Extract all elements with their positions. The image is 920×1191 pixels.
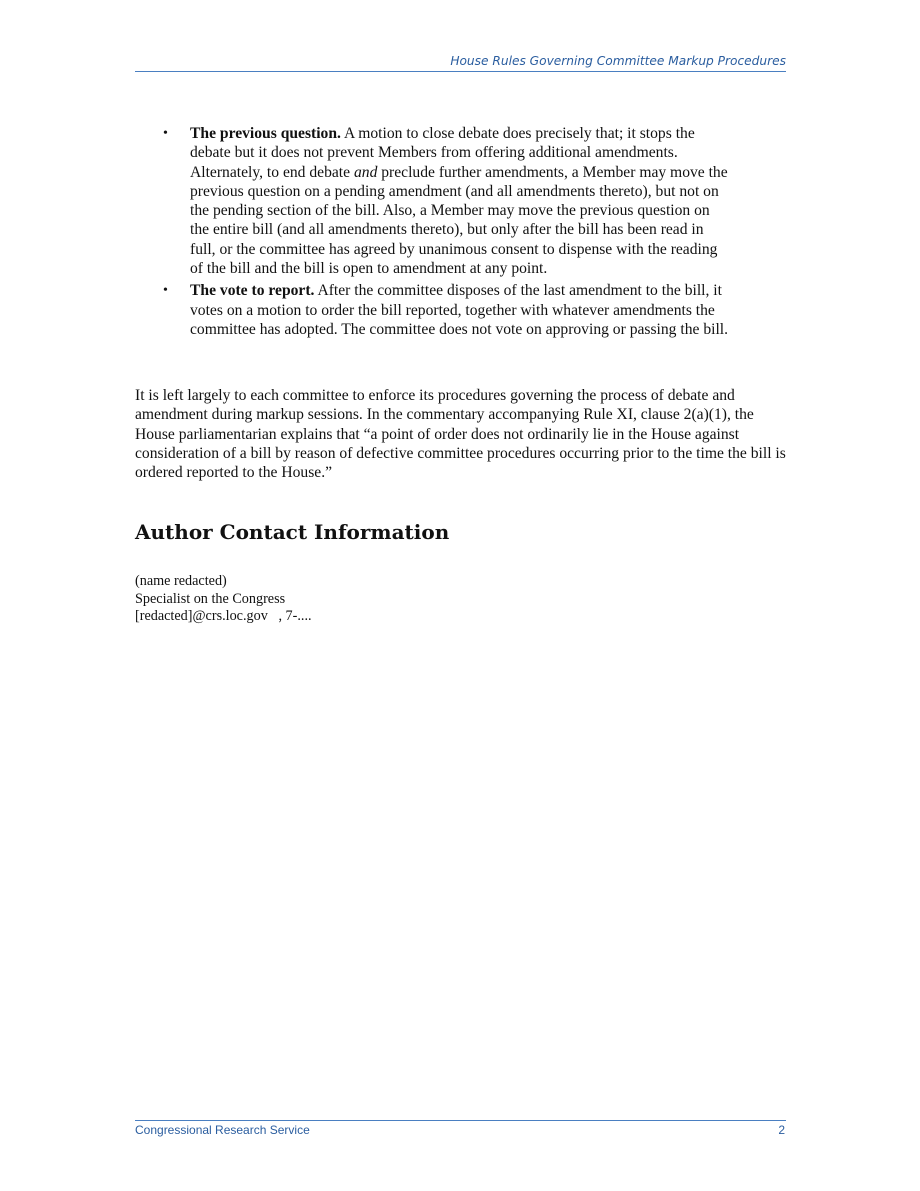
bullet-text (190, 281, 730, 339)
bullet-lead: The vote to report. (190, 282, 315, 300)
page-number: 2 (778, 1123, 785, 1137)
bullet-body-part: preclude further amendments, a Member may move the previous question on a pending amendment (and all amendments thereto), but not on the pending section of the bill. Also, a Member may move the previous question on the entire bill (and all amendments thereto), but only after the bill has been read in full, or the committee has agreed by unanimous consent to dispense with the reading of the bill and the bill is open to amendment at any point. (190, 163, 728, 278)
list-item (135, 281, 786, 339)
bullet-lead: The previous question. (190, 125, 341, 142)
list-item (135, 124, 786, 278)
bullet-list (135, 124, 786, 342)
footer-org: Congressional Research Service (135, 1123, 310, 1137)
bullet-emphasis: and (353, 163, 378, 181)
running-header: House Rules Governing Committee Markup Procedures (135, 54, 786, 72)
footer-divider (135, 1120, 786, 1121)
bullet-text (190, 124, 730, 278)
author-name: (name redacted) (135, 573, 227, 589)
body-paragraph: It is left largely to each committee to enforce its procedures governing the process of debate and amendment during markup sessions. In the commentary accompanying Rule XI, clause 2(a)(1), the House parliamentarian explains that “a point of order does not ordinarily lie in the House against consideration of a bill by reason of defective committee procedures occurring prior to the time the bill is ordered reported to the House.” (135, 387, 786, 482)
author-title: Specialist on the Congress (135, 590, 286, 607)
author-email-phone: [redacted]@crs.loc.gov , 7-.... (135, 608, 312, 624)
bullet-icon: • (163, 283, 168, 299)
author-contact (135, 573, 312, 626)
bullet-body-part: A motion to close debate does precisely that; it stops the debate but it does not prevent Members from offering additional amendments. Alternately, to end debate (190, 125, 695, 181)
bullet-icon: • (163, 126, 168, 141)
section-heading: Author Contact Information (135, 520, 450, 544)
bullet-body-part: After the committee disposes of the last amendment to the bill, it votes on a motion to order the bill reported, together with whatever amendments the committee has adopted. The committee does not vote on approving or passing the bill. (190, 282, 729, 338)
